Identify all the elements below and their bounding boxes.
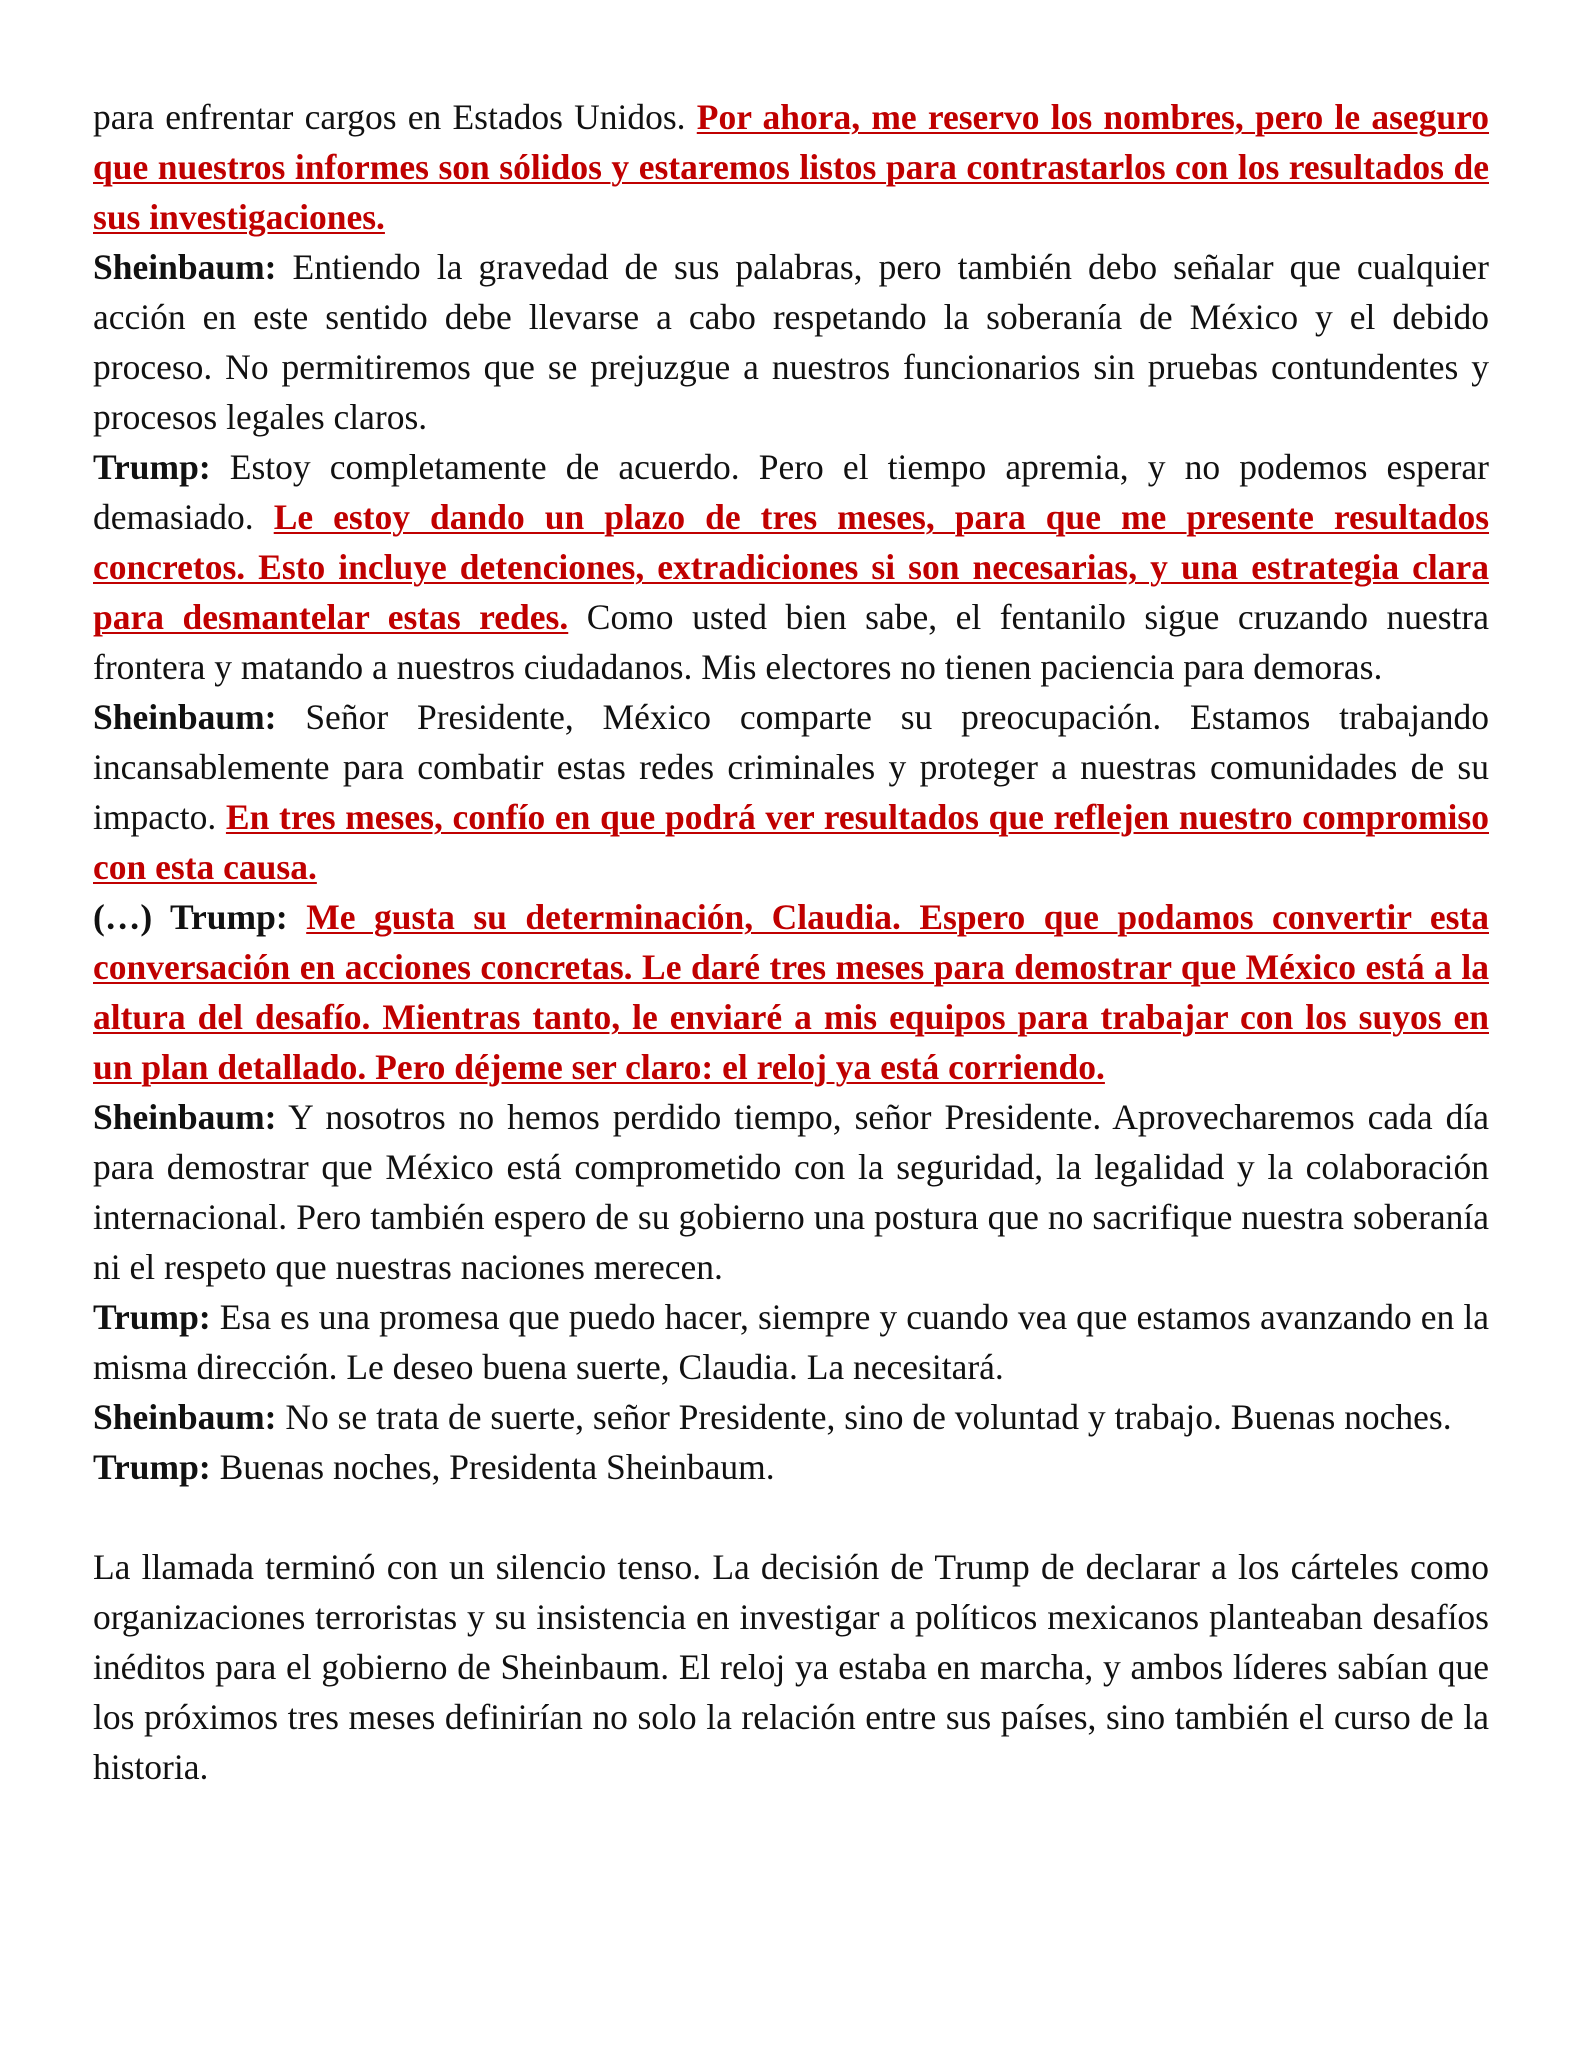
paragraph-8 <box>93 1392 1489 1442</box>
paragraph-2 <box>93 242 1489 442</box>
speaker-label: Sheinbaum: <box>93 1397 277 1437</box>
speaker-label: Sheinbaum: <box>93 1097 277 1137</box>
text-segment: Esa es una promesa que puedo hacer, siempre y cuando vea que estamos avanzando en la misma dirección. Le deseo buena suerte, Claudia. La necesitará. <box>93 1297 1489 1387</box>
text-segment: Y nosotros no hemos perdido tiempo, señor Presidente. Aprovecharemos cada día para demostrar que México está comprometido con la seguridad, la legalidad y la colaboración internacional. Pero también espero de su gobierno una postura que no sacrifique nuestra soberanía ni el respeto que nuestras naciones merecen. <box>93 1097 1489 1287</box>
document-page <box>93 92 1489 1792</box>
speaker-label: (…) Trump: <box>93 897 288 937</box>
text-segment: Como usted bien sabe, el fentanilo sigue cruzando nuestra frontera y matando a nuestros ciudadanos. Mis electores no tienen paciencia para demoras. <box>93 597 1489 687</box>
speaker-label: Sheinbaum: <box>93 247 277 287</box>
paragraph-3 <box>93 442 1489 692</box>
text-segment: Estoy completamente de acuerdo. Pero el tiempo apremia, y no podemos esperar demasiado. <box>93 447 1489 537</box>
text-segment: No se trata de suerte, señor Presidente, sino de voluntad y trabajo. Buenas noches. <box>276 1397 1452 1437</box>
text-segment: Buenas noches, Presidenta Sheinbaum. <box>210 1447 775 1487</box>
text-segment: La llamada terminó con un silencio tenso. La decisión de Trump de declarar a los cárteles como organizaciones terroristas y su insistencia en investigar a políticos mexicanos planteaban desafíos inéditos para el gobierno de Sheinbaum. El reloj ya estaba en marcha, y ambos líderes sabían que los próximos tres meses definirían no solo la relación entre sus países, sino también el curso de la historia. <box>93 1547 1489 1787</box>
paragraph-9 <box>93 1442 1489 1492</box>
speaker-label: Trump: <box>93 1447 211 1487</box>
speaker-label: Trump: <box>93 447 211 487</box>
text-segment: Entiendo la gravedad de sus palabras, pero también debo señalar que cualquier acción en este sentido debe llevarse a cabo respetando la soberanía de México y el debido proceso. No permitiremos que se prejuzgue a nuestros funcionarios sin pruebas contundentes y procesos legales claros. <box>93 247 1489 437</box>
paragraph-4 <box>93 692 1489 892</box>
highlighted-text: Por ahora, me reservo los nombres, pero le aseguro que nuestros informes son sólidos y estaremos listos para contrastarlos con los resultados de sus investigaciones. <box>93 97 1490 237</box>
paragraph-7 <box>93 1292 1489 1392</box>
highlighted-text: Me gusta su determinación, Claudia. Espero que podamos convertir esta conversación en acciones concretas. Le daré tres meses para demostrar que México está a la altura del desafío. Mientras tanto, le enviaré a mis equipos para trabajar con los suyos en un plan detallado. Pero déjeme ser claro: el reloj ya está corriendo. <box>93 897 1489 1087</box>
highlighted-text: Le estoy dando un plazo de tres meses, para que me presente resultados concretos. Esto incluye detenciones, extradiciones si son necesarias, y una estrategia clara para desmantelar estas redes. <box>93 497 1490 637</box>
speaker-label: Sheinbaum: <box>93 697 277 737</box>
highlighted-text: En tres meses, confío en que podrá ver resultados que reflejen nuestro compromiso con esta causa. <box>93 797 1489 887</box>
paragraph-1 <box>93 92 1489 242</box>
paragraph-6 <box>93 1092 1489 1292</box>
text-segment: Señor Presidente, México comparte su preocupación. Estamos trabajando incansablemente para combatir estas redes criminales y proteger a nuestras comunidades de su impacto. <box>93 697 1489 837</box>
text-segment: para enfrentar cargos en Estados Unidos. <box>93 97 697 137</box>
paragraph-5 <box>93 892 1489 1092</box>
speaker-label: Trump: <box>93 1297 211 1337</box>
closing-paragraph <box>93 1542 1489 1792</box>
text-segment <box>288 897 307 937</box>
